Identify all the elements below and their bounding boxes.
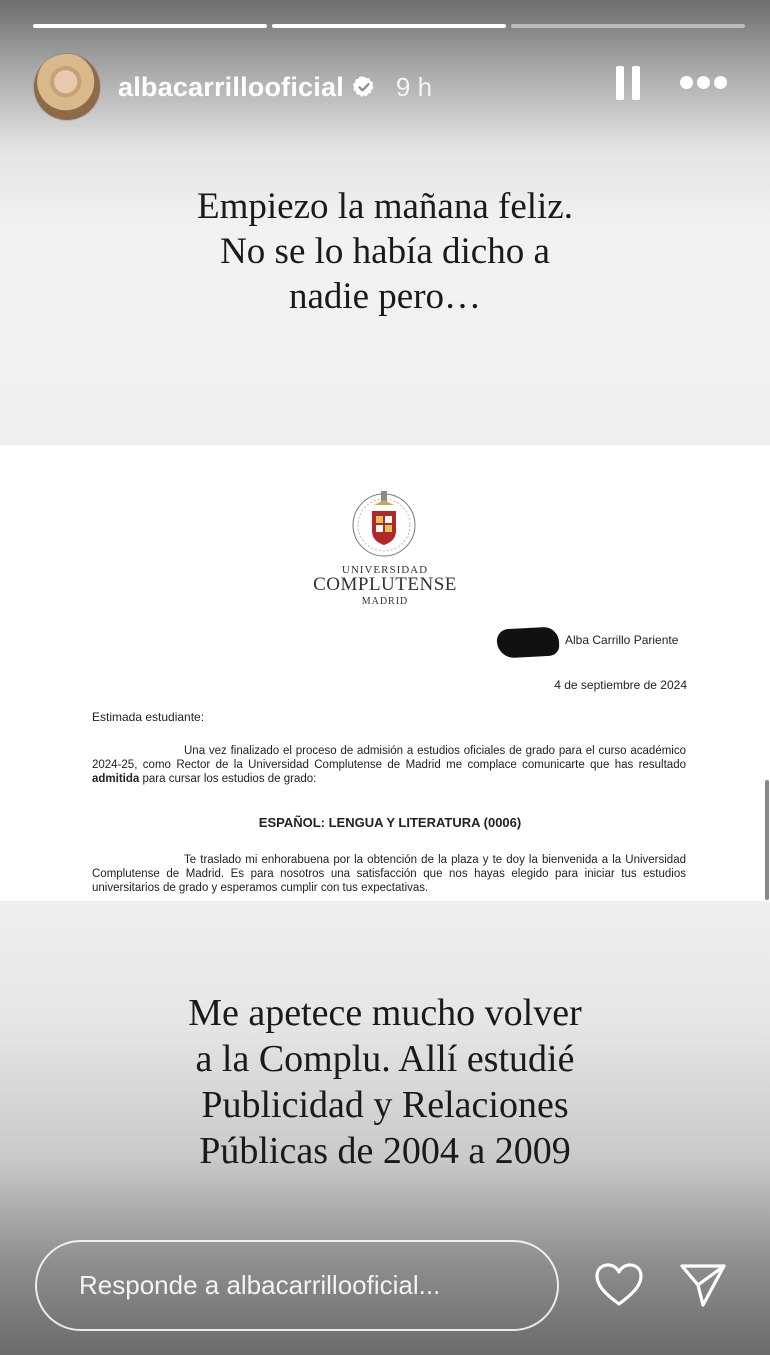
send-icon[interactable] (679, 1262, 727, 1308)
university-city: MADRID (361, 596, 409, 607)
letter-greeting: Estimada estudiante: (92, 710, 205, 724)
letter-paragraph-1: Una vez finalizado el proceso de admisión a estudios oficiales de grado para el curso académico 2024-25, como Rector de la Universidad Complutense de Madrid me complace comunicarte que has resultado admitida para cursar los estudios de grado: (92, 745, 686, 785)
university-name: COMPLUTENSE (313, 574, 457, 595)
recipient-name: Alba Carrillo Pariente (565, 633, 679, 647)
heart-icon[interactable] (594, 1262, 644, 1308)
pause-icon[interactable] (616, 66, 640, 100)
progress-segment (33, 24, 267, 28)
caption-bottom: Me apetece mucho volver a la Complu. Allí estudié Publicidad y Relaciones Públicas de 2004 a 2009 (188, 992, 582, 1172)
story-header (34, 52, 736, 122)
story-progress-bar (33, 24, 745, 28)
progress-segment (511, 24, 745, 28)
scroll-indicator (765, 780, 769, 900)
redaction-mark (496, 626, 559, 658)
progress-segment (272, 24, 506, 28)
university-crest-icon (350, 489, 418, 561)
admission-letter (0, 445, 770, 901)
username[interactable]: albacarrillooficial (118, 71, 344, 102)
letter-date: 4 de septiembre de 2024 (554, 678, 687, 692)
caption-top: Empiezo la mañana feliz. No se lo había dicho a nadie pero… (197, 186, 573, 317)
reply-input[interactable] (35, 1240, 559, 1331)
reply-placeholder: Responde a albacarrillooficial... (79, 1270, 441, 1300)
post-time: 9 h (395, 71, 433, 102)
degree-title: ESPAÑOL: LENGUA Y LITERATURA (0006) (258, 815, 522, 830)
letter-paragraph-2: Te traslado mi enhorabuena por la obtención de la plaza y te doy la bienvenida a la Universidad Complutense de Madrid. Es para nosotros una satisfacción que nos hayas elegido para iniciar tus estudios universitarios de grado y esperamos cumplir con tus expectativas. (92, 854, 686, 894)
avatar[interactable] (34, 54, 100, 120)
more-options-icon[interactable] (680, 76, 728, 90)
verified-badge-icon (352, 75, 376, 99)
university-name-line1: UNIVERSIDAD (341, 564, 429, 576)
